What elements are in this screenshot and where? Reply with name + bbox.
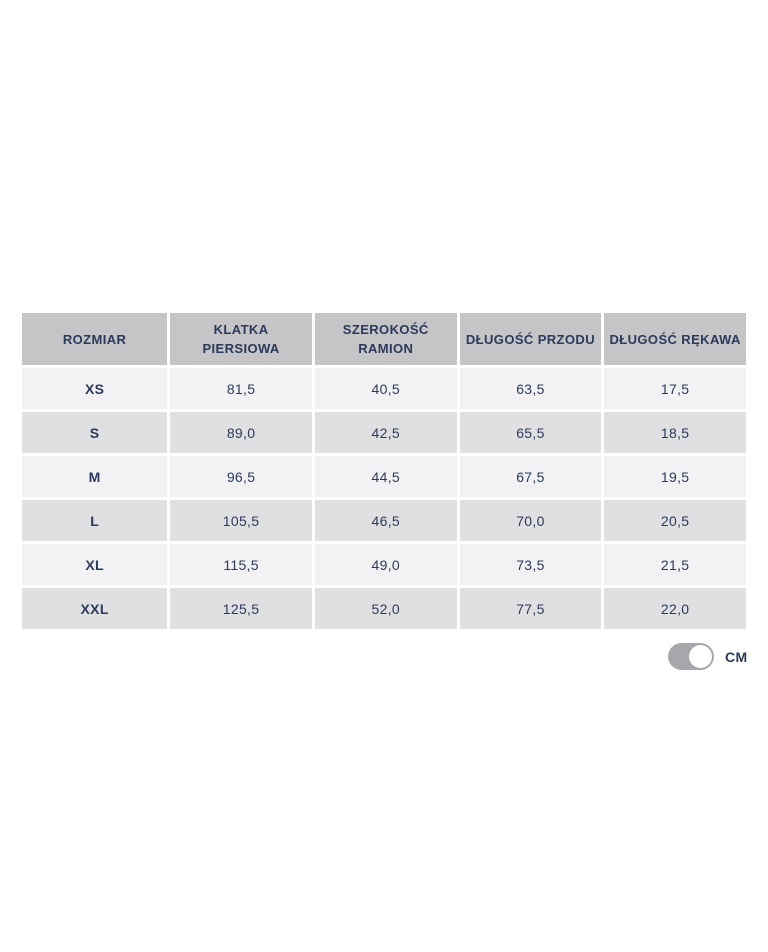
cell-value: 22,0	[604, 588, 746, 629]
cell-value: 21,5	[604, 544, 746, 585]
unit-label: CM	[725, 648, 748, 665]
cell-value: 105,5	[170, 500, 312, 541]
cell-value: 49,0	[315, 544, 457, 585]
header-rozmiar	[22, 313, 167, 365]
header-szerokosc-ramion	[315, 313, 457, 365]
toggle-knob-icon	[689, 645, 712, 668]
cell-value: 19,5	[604, 456, 746, 497]
cell-value: 42,5	[315, 412, 457, 453]
cell-value: 115,5	[170, 544, 312, 585]
cell-value: 65,5	[460, 412, 602, 453]
cell-value: 46,5	[315, 500, 457, 541]
cell-value: 52,0	[315, 588, 457, 629]
cell-value: 18,5	[604, 412, 746, 453]
table-row-xl	[22, 544, 746, 585]
cell-value: 70,0	[460, 500, 602, 541]
table-row-xs	[22, 368, 746, 409]
size-table	[19, 310, 749, 632]
table-row-s	[22, 412, 746, 453]
size-chart	[19, 310, 749, 632]
table-row-l	[22, 500, 746, 541]
header-rozmiar-line1: ROZMIAR	[62, 331, 127, 347]
cell-value: 77,5	[460, 588, 602, 629]
size-label: XXL	[22, 588, 167, 629]
header-rekawa-line1: DŁUGOŚĆ RĘKAWA	[609, 331, 741, 347]
cell-value: 96,5	[170, 456, 312, 497]
table-row-xxl	[22, 588, 746, 629]
cell-value: 67,5	[460, 456, 602, 497]
size-label: XS	[22, 368, 167, 409]
table-row-m	[22, 456, 746, 497]
size-label: S	[22, 412, 167, 453]
size-label: M	[22, 456, 167, 497]
header-row	[22, 313, 746, 365]
cell-value: 44,5	[315, 456, 457, 497]
unit-toggle[interactable]	[668, 643, 714, 670]
cell-value: 17,5	[604, 368, 746, 409]
header-klatka-piersiowa	[170, 313, 312, 365]
size-label: L	[22, 500, 167, 541]
header-przodu-line1: DŁUGOŚĆ PRZODU	[465, 331, 595, 347]
header-klatka-line1: KLATKA	[213, 322, 269, 337]
cell-value: 125,5	[170, 588, 312, 629]
cell-value: 63,5	[460, 368, 602, 409]
header-szerokosc-line1: SZEROKOŚĆ	[342, 322, 429, 337]
cell-value: 40,5	[315, 368, 457, 409]
header-klatka-line2: PIERSIOWA	[202, 341, 280, 356]
cell-value: 20,5	[604, 500, 746, 541]
size-label: XL	[22, 544, 167, 585]
header-szerokosc-line2: RAMION	[358, 341, 414, 356]
cell-value: 73,5	[460, 544, 602, 585]
header-dlugosc-przodu	[460, 313, 602, 365]
cell-value: 81,5	[170, 368, 312, 409]
cell-value: 89,0	[170, 412, 312, 453]
header-dlugosc-rekawa	[604, 313, 746, 365]
unit-toggle-row	[668, 643, 748, 670]
